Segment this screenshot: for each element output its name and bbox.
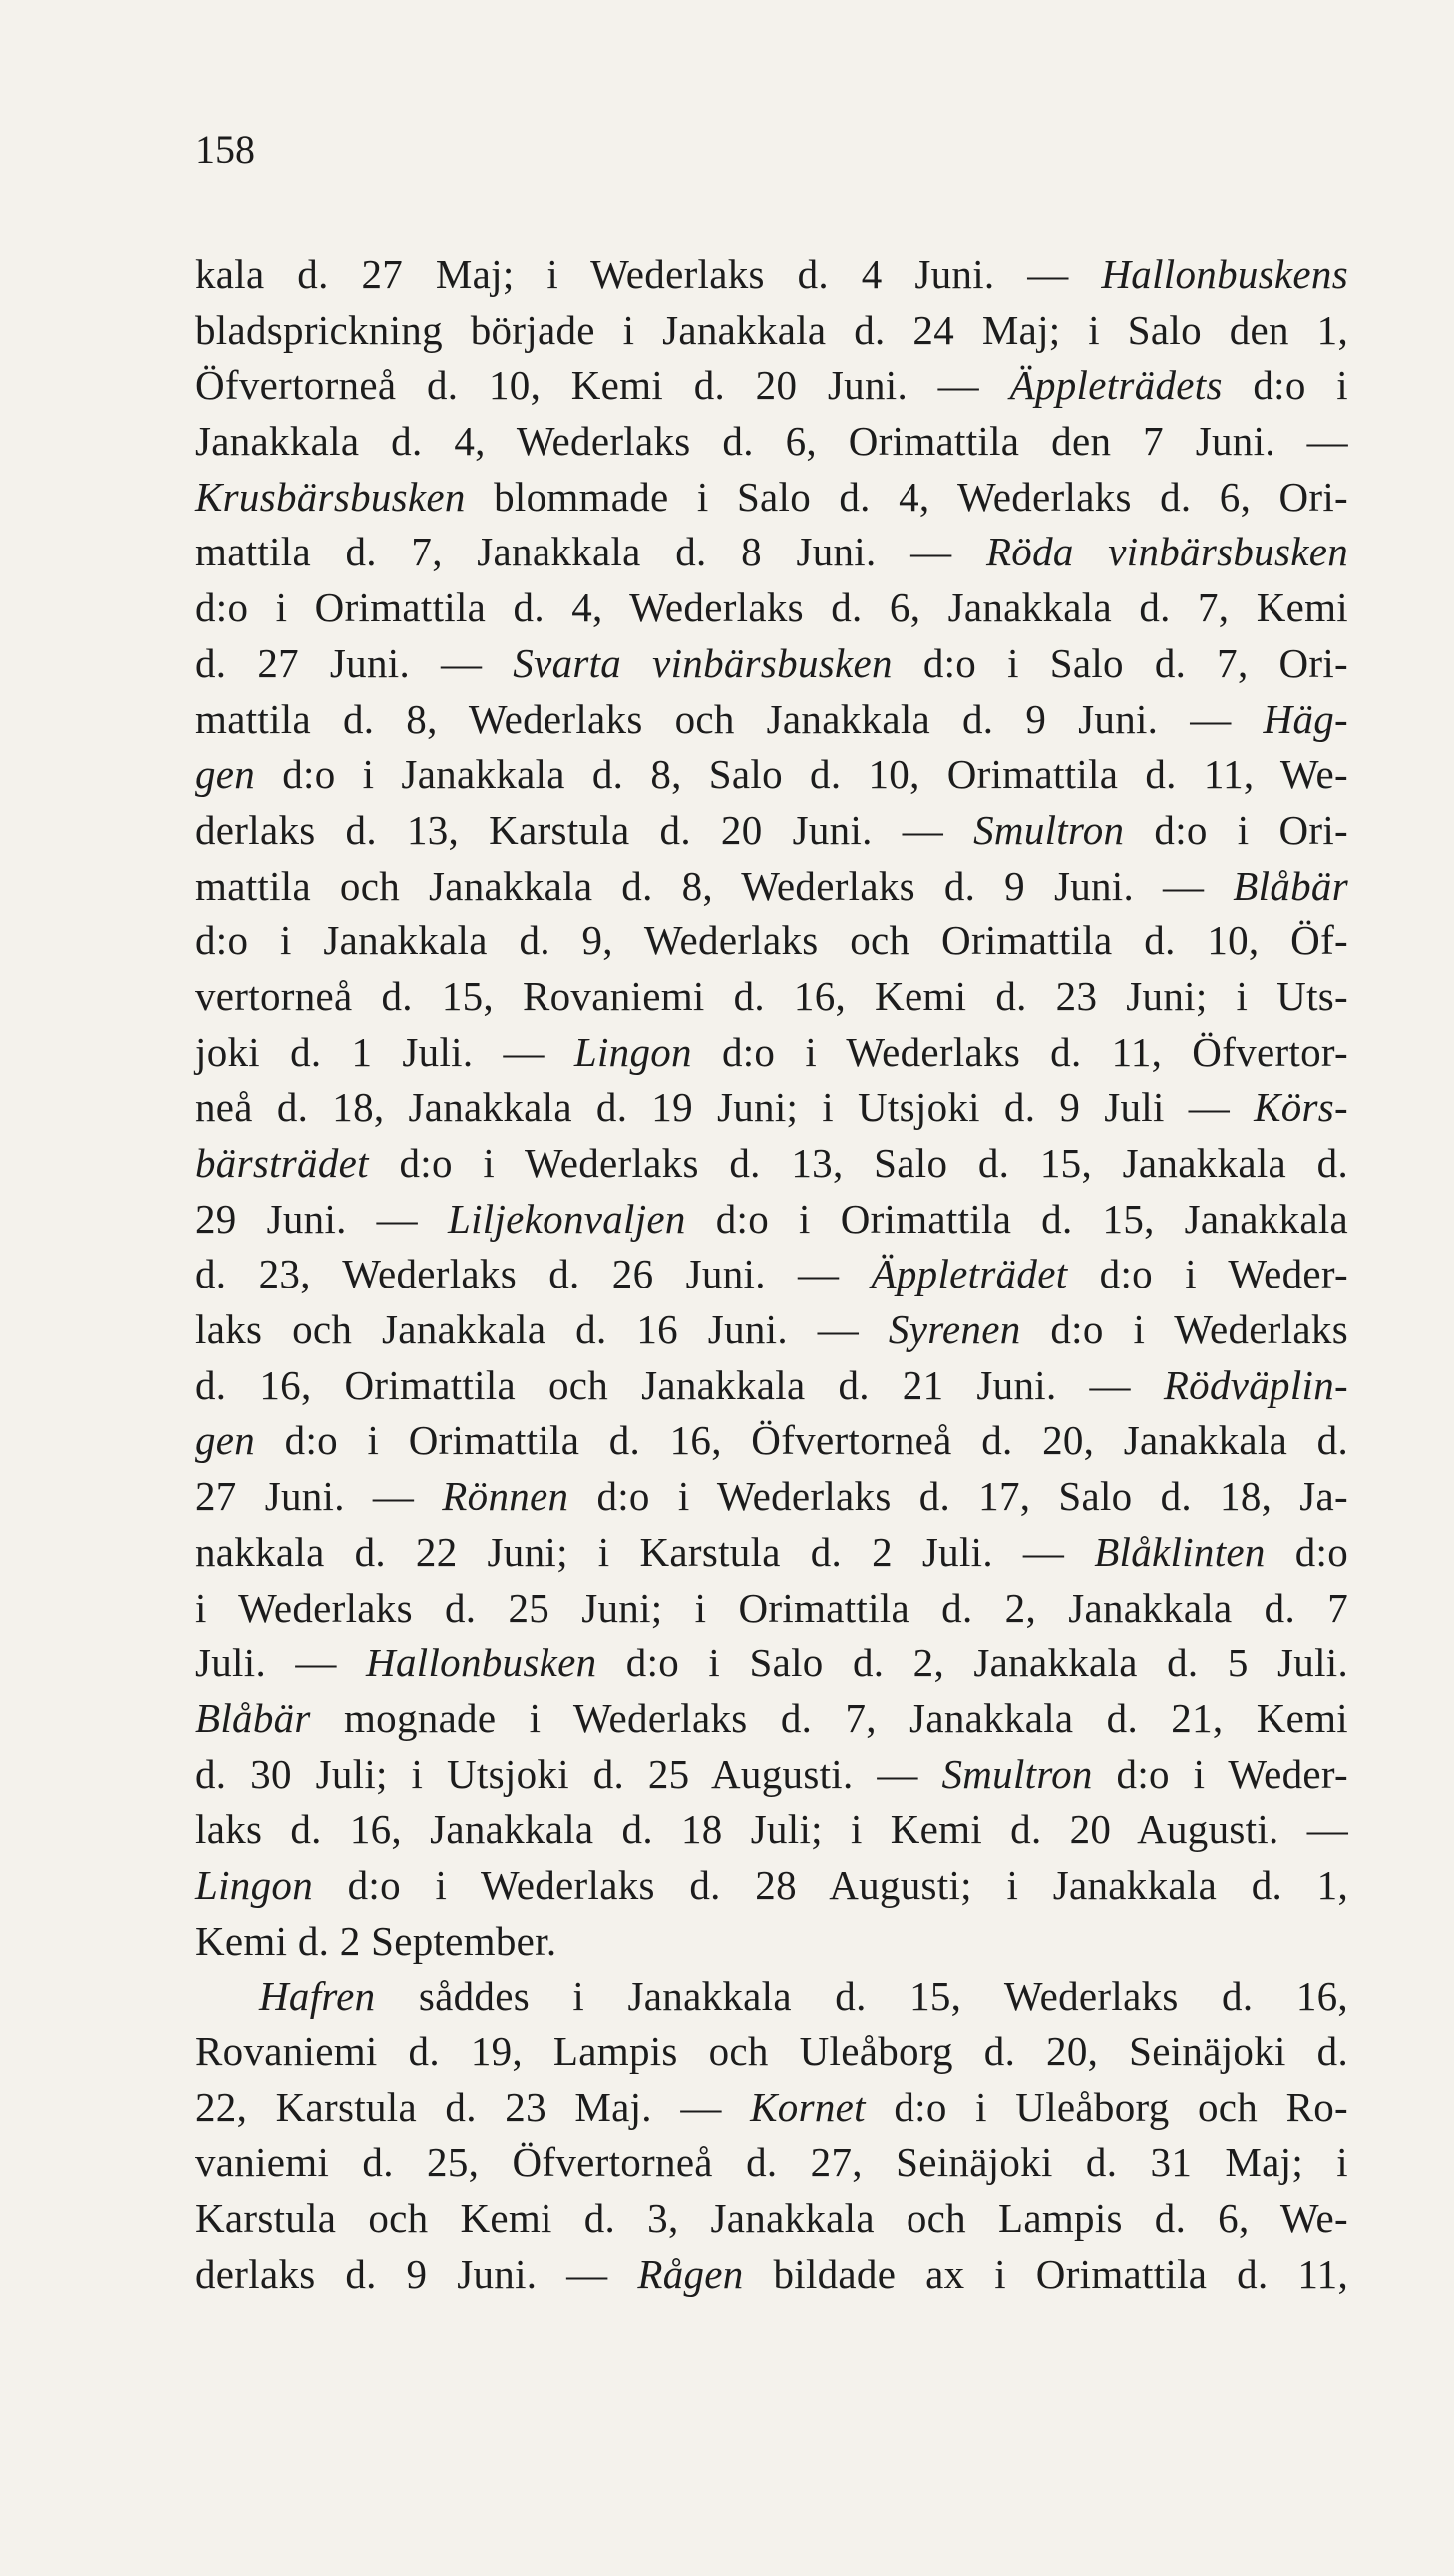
text-segment: mattila d. 7, Janakkala d. 8 Juni. — — [195, 529, 986, 575]
italic-term: Äppleträdet — [871, 1251, 1068, 1297]
text-line — [195, 1581, 1348, 1637]
text-segment: d:o i Salo d. 2, Janakkala d. 5 Juli. — [596, 1640, 1349, 1686]
text-segment: d:o i Orimattila d. 4, Wederlaks d. 6, Janakkala d. 7, Kemi — [195, 584, 1348, 631]
italic-term: Röda vinbärsbusken — [985, 529, 1349, 575]
text-segment: nakkala d. 22 Juni; i Karstula d. 2 Juli. — — [195, 1528, 1095, 1575]
italic-term: Kornet — [750, 2083, 866, 2130]
text-line — [195, 1747, 1348, 1803]
text-segment: d:o i Weder- — [1092, 1750, 1348, 1797]
text-line — [195, 580, 1348, 636]
text-line — [195, 636, 1348, 692]
text-line — [195, 1080, 1348, 1136]
text-segment: vertorneå d. 15, Rovaniemi d. 16, Kemi d. 23 Juni; i Uts- — [195, 972, 1348, 1019]
text-segment: laks och Janakkala d. 16 Juni. — — [195, 1306, 889, 1353]
text-line — [195, 803, 1348, 859]
italic-term: Blåklinten — [1094, 1528, 1266, 1575]
italic-term: Blåbär — [1233, 862, 1348, 909]
text-segment: derlaks d. 9 Juni. — — [195, 2250, 638, 2297]
text-segment: mattila d. 8, Wederlaks och Janakkala d. 9 Juni. — — [195, 695, 1264, 742]
text-segment: d. 30 Juli; i Utsjoki d. 25 Augusti. — — [195, 1750, 942, 1797]
text-line — [195, 1636, 1348, 1691]
italic-term: Lingon — [195, 1861, 313, 1908]
text-line — [195, 1358, 1348, 1414]
page-number: 158 — [195, 127, 255, 172]
text-line — [195, 1136, 1348, 1192]
italic-term: Rågen — [637, 2250, 744, 2297]
text-line — [195, 1025, 1348, 1081]
text-segment: d:o i Janakkala d. 8, Salo d. 10, Orimattila d. 11, We- — [255, 751, 1348, 798]
italic-term: Lingon — [573, 1028, 692, 1075]
text-segment: d. 23, Wederlaks d. 26 Juni. — — [195, 1251, 872, 1297]
text-segment: vaniemi d. 25, Öfvertorneå d. 27, Seinäjoki d. 31 Maj; i — [195, 2139, 1348, 2186]
text-line — [195, 747, 1348, 803]
italic-term: gen — [195, 1417, 256, 1464]
text-segment: 29 Juni. — — [195, 1195, 448, 1242]
text-segment: mognade i Wederlaks d. 7, Janakkala d. 21, Kemi — [310, 1694, 1348, 1741]
text-line — [195, 2135, 1348, 2191]
text-segment: d. 16, Orimattila och Janakkala d. 21 Juni. — — [195, 1361, 1164, 1408]
text-line — [195, 969, 1348, 1025]
text-segment: d:o i Wederlaks d. 17, Salo d. 18, Ja- — [568, 1473, 1348, 1520]
text-line — [195, 1247, 1348, 1302]
text-line — [195, 914, 1348, 969]
text-segment: d:o i Janakkala d. 9, Wederlaks och Orimattila d. 10, Öf- — [195, 918, 1348, 964]
italic-term: Smultron — [973, 806, 1125, 853]
text-segment: d:o i Wederlaks — [1020, 1306, 1348, 1353]
text-line — [195, 1192, 1348, 1248]
text-segment: d:o i Wederlaks d. 13, Salo d. 15, Janakkala d. — [368, 1140, 1348, 1186]
italic-term: Äppleträdets — [1009, 362, 1223, 409]
text-segment: laks d. 16, Janakkala d. 18 Juli; i Kemi d. 20 Augusti. — — [195, 1806, 1348, 1853]
text-segment: mattila och Janakkala d. 8, Wederlaks d. 9 Juni. — — [195, 862, 1234, 909]
text-line — [195, 2080, 1348, 2136]
text-segment: 27 Juni. — — [195, 1473, 443, 1520]
text-segment: 22, Karstula d. 23 Maj. — — [195, 2083, 751, 2130]
text-line — [195, 859, 1348, 915]
italic-term: Rönnen — [442, 1473, 569, 1520]
text-segment: d:o i Orimattila d. 15, Janakkala — [685, 1195, 1349, 1242]
text-line — [195, 1525, 1348, 1581]
text-line — [195, 358, 1348, 414]
text-segment: d:o i Wederlaks d. 28 Augusti; i Janakkala d. 1, — [313, 1861, 1348, 1908]
text-line — [195, 525, 1348, 580]
text-segment: joki d. 1 Juli. — — [195, 1028, 574, 1075]
text-segment: d:o i Orimattila d. 16, Öfvertorneå d. 20, Janakkala d. — [255, 1417, 1348, 1464]
text-segment: bildade ax i Orimattila d. 11, — [743, 2250, 1348, 2297]
text-line — [195, 2191, 1348, 2247]
italic-term: Syrenen — [888, 1306, 1021, 1353]
body-text — [195, 247, 1348, 2302]
text-segment: Öfvertorneå d. 10, Kemi d. 20 Juni. — — [195, 362, 1010, 409]
text-line — [195, 1914, 1348, 1970]
text-line — [195, 303, 1348, 359]
text-line — [195, 2247, 1348, 2303]
text-line — [195, 1413, 1348, 1469]
text-segment: kala d. 27 Maj; i Wederlaks d. 4 Juni. — — [195, 251, 1102, 297]
italic-term: Körs- — [1254, 1084, 1348, 1131]
text-segment: blommade i Salo d. 4, Wederlaks d. 6, Ori- — [465, 473, 1348, 520]
text-segment: d:o i — [1222, 362, 1348, 409]
italic-term: Smultron — [941, 1750, 1093, 1797]
italic-term: Svarta vinbärsbusken — [513, 639, 893, 686]
text-line — [195, 1691, 1348, 1747]
italic-term: Hallonbusken — [366, 1640, 597, 1686]
italic-term: Hafren — [259, 1973, 376, 2020]
italic-term: Krusbärsbusken — [195, 473, 466, 520]
text-line — [195, 2024, 1348, 2080]
text-segment: d:o i Wederlaks d. 11, Öfvertor- — [691, 1028, 1348, 1075]
text-segment: d:o i Weder- — [1067, 1251, 1348, 1297]
text-line — [195, 1858, 1348, 1914]
text-segment: d:o i Ori- — [1124, 806, 1349, 853]
text-segment: d:o i Salo d. 7, Ori- — [892, 639, 1348, 686]
text-line — [195, 1469, 1348, 1525]
text-line — [195, 414, 1348, 470]
text-segment: Juli. — — [195, 1640, 367, 1686]
text-line — [195, 1969, 1348, 2024]
text-line — [195, 247, 1348, 303]
text-segment: såddes i Janakkala d. 15, Wederlaks d. 16, — [375, 1973, 1348, 2020]
text-segment: derlaks d. 13, Karstula d. 20 Juni. — — [195, 806, 974, 853]
text-segment: neå d. 18, Janakkala d. 19 Juni; i Utsjoki d. 9 Juli — — [195, 1084, 1255, 1131]
text-segment: d:o — [1265, 1528, 1348, 1575]
text-line — [195, 470, 1348, 526]
text-segment: bladsprickning började i Janakkala d. 24 Maj; i Salo den 1, — [195, 306, 1348, 353]
italic-term: Blåbär — [195, 1694, 311, 1741]
text-segment: Rovaniemi d. 19, Lampis och Uleåborg d. 20, Seinäjoki d. — [195, 2028, 1348, 2074]
italic-term: Liljekonvaljen — [447, 1195, 686, 1242]
italic-term: gen — [195, 751, 256, 798]
italic-term: Rödväplin- — [1163, 1361, 1348, 1408]
text-segment: Janakkala d. 4, Wederlaks d. 6, Orimattila den 7 Juni. — — [195, 418, 1348, 465]
text-segment: i Wederlaks d. 25 Juni; i Orimattila d. 2, Janakkala d. 7 — [195, 1584, 1348, 1631]
text-line — [195, 692, 1348, 748]
text-segment: d. 27 Juni. — — [195, 639, 514, 686]
text-segment: Kemi d. 2 September. — [195, 1917, 557, 1964]
text-segment: d:o i Uleåborg och Ro- — [865, 2083, 1348, 2130]
text-line — [195, 1302, 1348, 1358]
text-segment: Karstula och Kemi d. 3, Janakkala och Lampis d. 6, We- — [195, 2195, 1348, 2242]
text-line — [195, 1802, 1348, 1858]
italic-term: Häg- — [1263, 695, 1348, 742]
italic-term: bärsträdet — [195, 1140, 369, 1186]
italic-term: Hallonbuskens — [1101, 251, 1348, 297]
